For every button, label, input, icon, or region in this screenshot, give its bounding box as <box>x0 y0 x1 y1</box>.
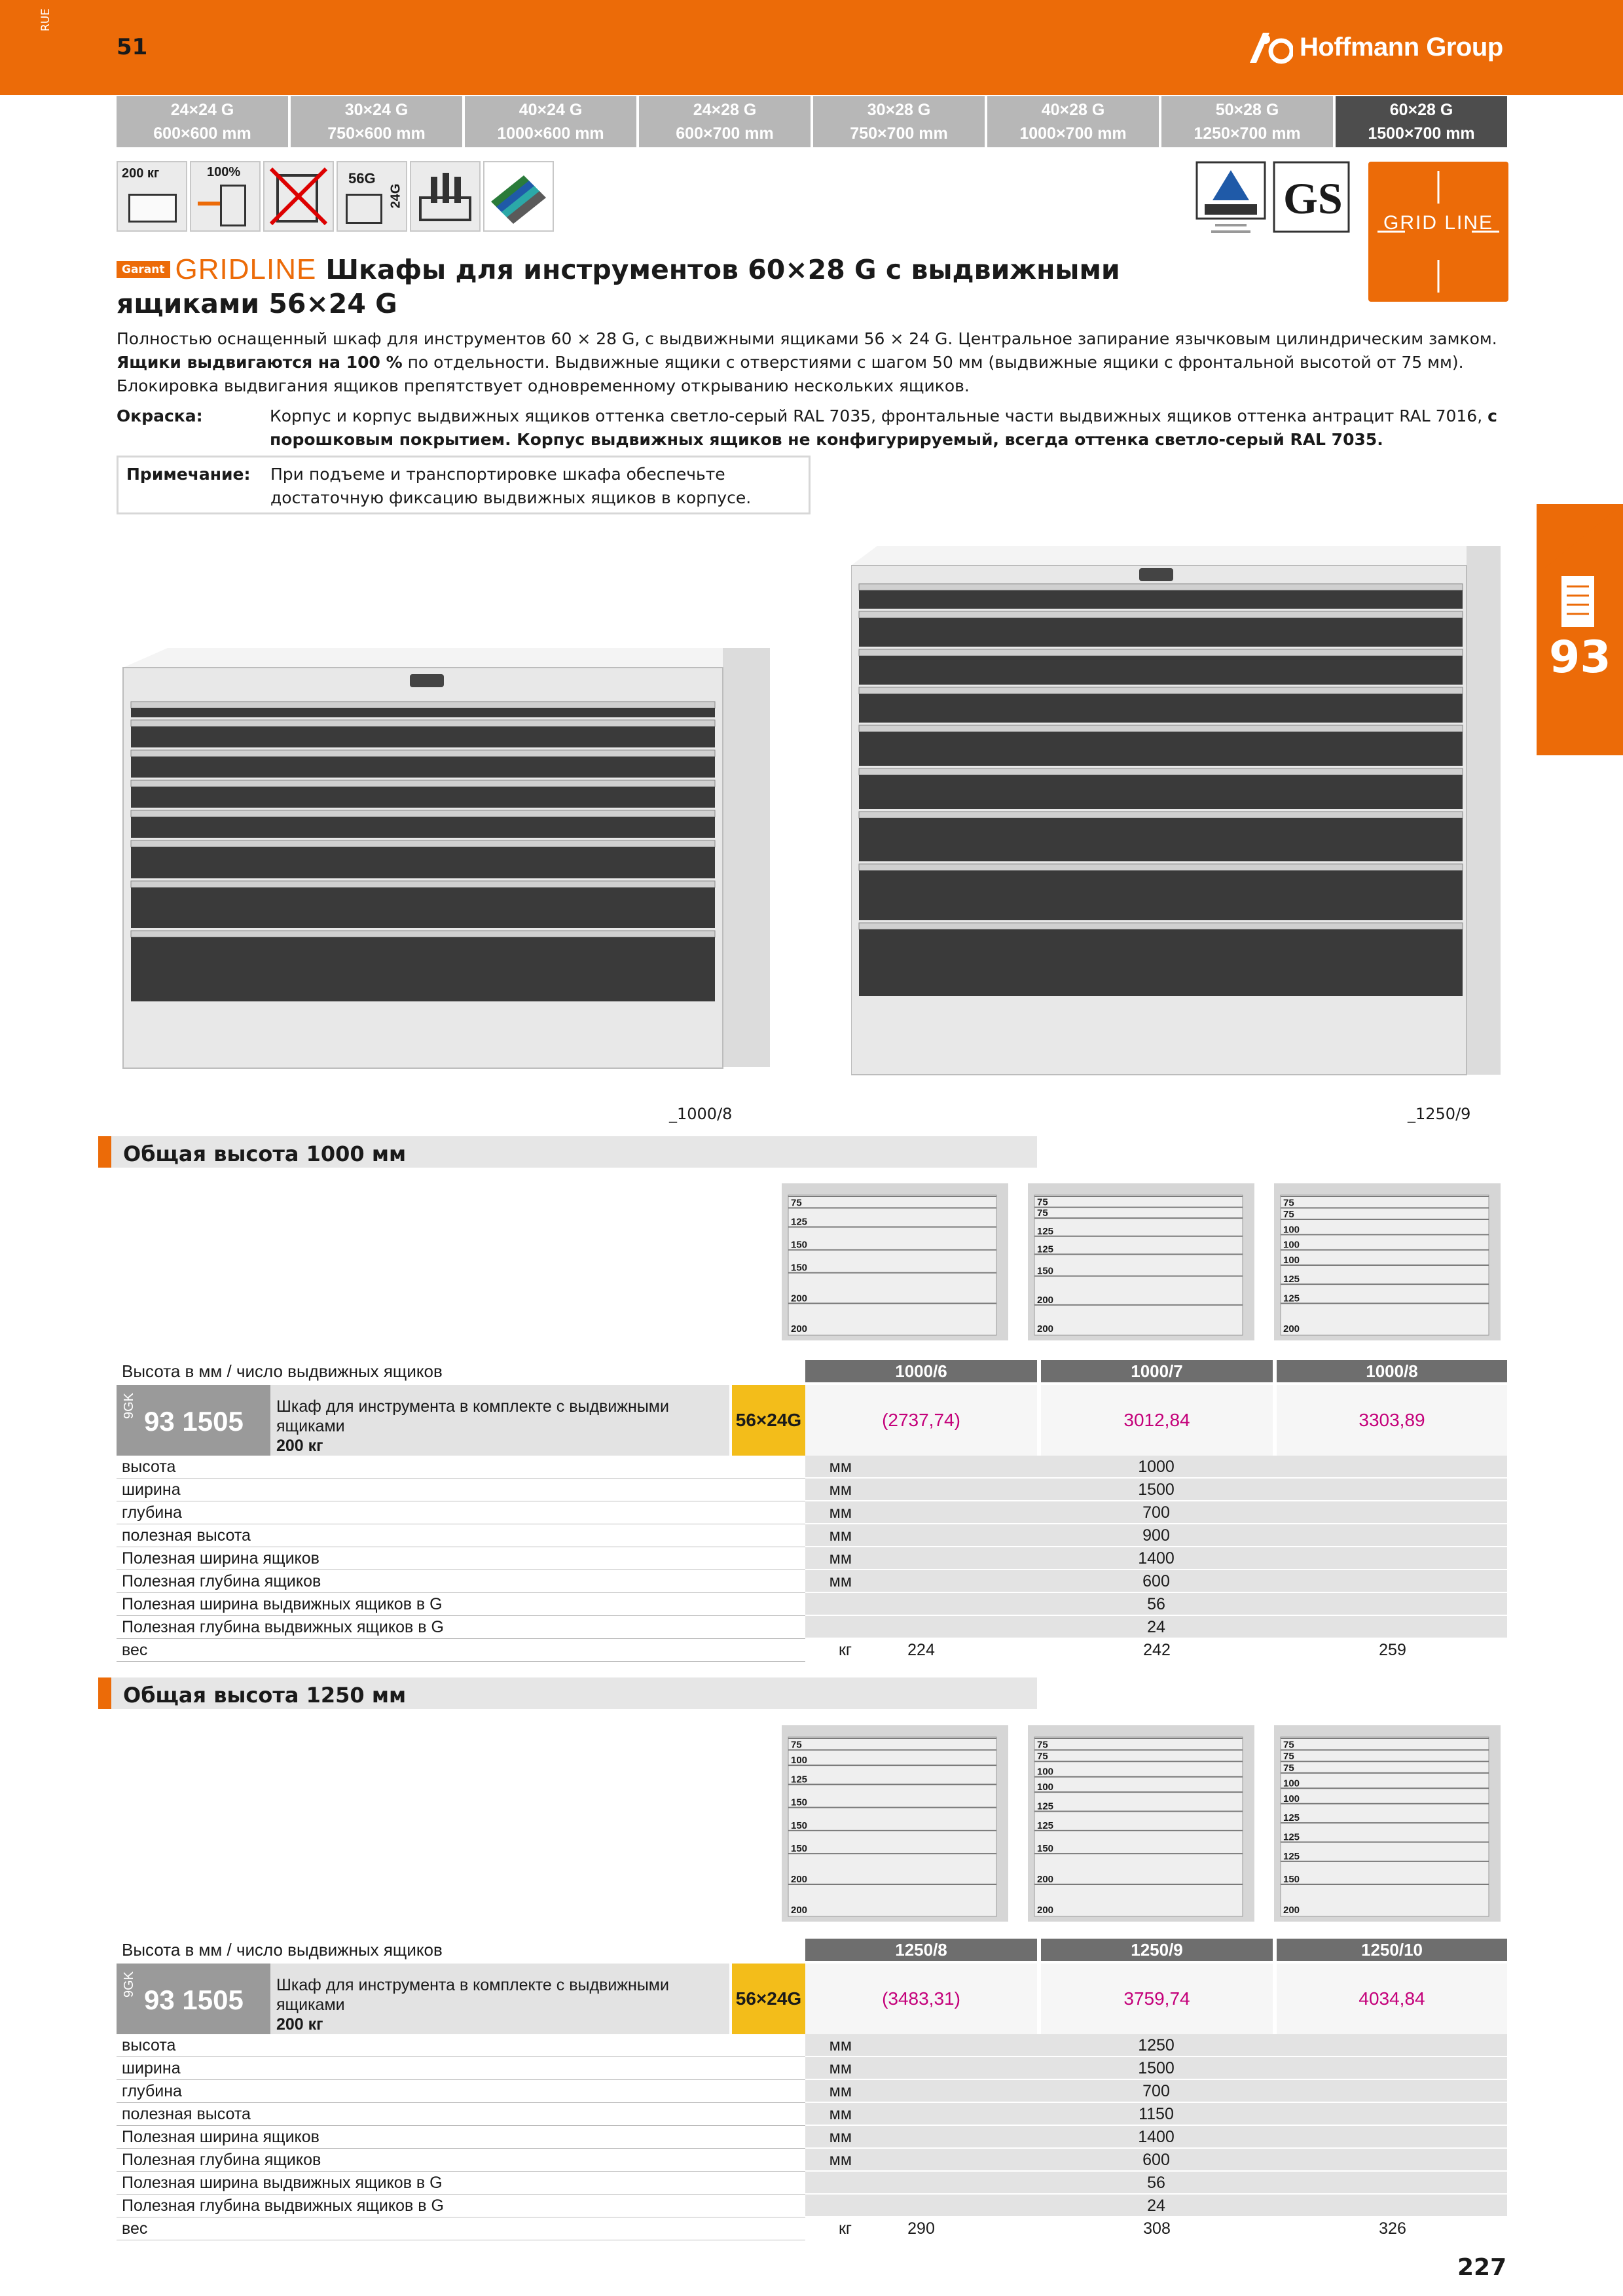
article-number: 93 1505 <box>144 1406 244 1437</box>
section1-diagram-1 <box>782 1183 1008 1340</box>
spec-row <box>117 2103 1507 2126</box>
spec-name: высота <box>122 2036 176 2054</box>
size-tab-1[interactable] <box>291 96 462 147</box>
size-tab-grid: 24×24 G <box>170 101 234 119</box>
spec-value: 1250 <box>1138 2036 1175 2054</box>
spec-value: 56 <box>1147 1595 1165 1613</box>
product-title <box>117 253 1269 321</box>
section2-price-3[interactable]: 4034,84 <box>1277 1964 1507 2034</box>
spec-name: глубина <box>122 2082 182 2100</box>
spec-value: 700 <box>1142 1503 1170 1522</box>
spec-name: Полезная глубина выдвижных ящиков в G <box>122 1618 444 1636</box>
size-tab-grid: 30×28 G <box>867 101 931 119</box>
drawer-height-label: 125 <box>1037 1244 1054 1255</box>
spec-row <box>117 2149 1507 2172</box>
size-tab-7[interactable] <box>1336 96 1507 147</box>
drawer-height-label: 100 <box>1037 1782 1054 1793</box>
spec-unit: мм <box>829 1480 852 1499</box>
drawer-height-label: 75 <box>1037 1739 1048 1751</box>
section1-col-2: 1000/7 <box>1041 1360 1273 1382</box>
section2-table-label: Высота в мм / число выдвижных ящиков <box>122 1940 443 1960</box>
spec-name: высота <box>122 1458 176 1476</box>
spec-name: вес <box>122 1641 148 1659</box>
section2-col-3: 1250/10 <box>1277 1939 1507 1961</box>
spec-unit: мм <box>829 2059 852 2077</box>
size-tab-grid: 40×24 G <box>519 101 583 119</box>
weight-value-1: 290 <box>907 2219 935 2238</box>
size-tab-grid: 30×24 G <box>344 101 409 119</box>
size-tab-4[interactable] <box>813 96 985 147</box>
drawer-height-label: 100 <box>1283 1224 1300 1236</box>
spec-unit: мм <box>829 2151 852 2169</box>
drawer-height-label: 75 <box>1283 1739 1294 1751</box>
drawer-height-label: 150 <box>791 1797 808 1808</box>
drawer-height-label: 125 <box>1037 1225 1054 1237</box>
gs-certification-icon <box>1273 161 1350 246</box>
spec-name: Полезная глубина выдвижных ящиков в G <box>122 2197 444 2215</box>
spec-value: 1500 <box>1138 2059 1175 2077</box>
drawer-height-label: 150 <box>1037 1265 1054 1277</box>
spec-name: полезная высота <box>122 2105 251 2123</box>
section2-diagram-1 <box>782 1725 1008 1922</box>
spec-value: 24 <box>1147 2197 1165 2215</box>
section2-diagram-3 <box>1274 1725 1501 1922</box>
spec-row <box>117 2126 1507 2149</box>
color-options-icon <box>483 161 554 232</box>
article-number: 93 1505 <box>144 1984 244 2015</box>
size-tab-grid: 50×28 G <box>1215 101 1279 119</box>
title-line-1: Шкафы для инструментов 60×28 G с выдвижными <box>325 254 1120 285</box>
section2-price-1[interactable]: (3483,31) <box>805 1964 1037 2034</box>
spec-value: 1000 <box>1138 1458 1175 1476</box>
spec-value: 1150 <box>1139 2105 1174 2123</box>
drawer-height-label: 200 <box>1037 1905 1054 1916</box>
size-tab-3[interactable] <box>639 96 811 147</box>
drawer-height-label: 200 <box>1283 1905 1300 1916</box>
hoffmann-logo-icon <box>1247 30 1293 64</box>
section2-diagram-2 <box>1028 1725 1254 1922</box>
size-tab-mm: 1250×700 mm <box>1194 124 1301 143</box>
section2-product[interactable]: 9GK 93 1505 Шкаф для инструмента в комплекте с выдвижными ящиками 200 кг <box>117 1964 729 2034</box>
svg-text:GS: GS <box>1283 173 1343 223</box>
weight-value-3: 326 <box>1379 2219 1406 2238</box>
cabinet-1250-9-image <box>851 546 1506 1077</box>
size-tab-mm: 1000×700 mm <box>1019 124 1127 143</box>
spec-row <box>117 1593 1507 1616</box>
section1-col-3: 1000/8 <box>1277 1360 1507 1382</box>
drawer-height-label: 75 <box>1037 1196 1048 1208</box>
size-tab-mm: 750×600 mm <box>327 124 426 143</box>
spec-row <box>117 2195 1507 2217</box>
spec-value: 900 <box>1142 1526 1170 1545</box>
section1-price-3[interactable]: 3303,89 <box>1277 1385 1507 1456</box>
size-tab-mm: 600×700 mm <box>676 124 774 143</box>
spec-row <box>117 2080 1507 2103</box>
drawer-height-label: 150 <box>791 1843 808 1855</box>
spec-name: Полезная ширина ящиков <box>122 1549 319 1568</box>
section2-col-2: 1250/9 <box>1041 1939 1273 1961</box>
size-tab-0[interactable] <box>117 96 288 147</box>
drawer-height-label: 200 <box>791 1874 808 1886</box>
drawer-height-label: 200 <box>1037 1323 1054 1335</box>
page-number-top: 51 <box>117 34 148 60</box>
spec-name: ширина <box>122 1480 181 1499</box>
drawer-height-label: 125 <box>1283 1850 1300 1862</box>
spec-unit: мм <box>829 1503 852 1522</box>
product-description: Полностью оснащенный шкаф для инструментов 60 × 28 G, с выдвижными ящиками 56 × 24 G. Центральное запирание язычковым цилиндрическим замком. Ящики выдвигаются на 100 % по отдельности. Выдвижные ящики с отверстиями с шагом 50 мм (выдвижные ящики с фронтальной высотой от 75 мм). Блокировка выдвигания ящиков препятствует одновременному открыванию нескольких ящиков. <box>117 329 1497 395</box>
spec-row <box>117 1524 1507 1547</box>
region-code: RUE <box>39 9 52 31</box>
chapter-number: 93 <box>1549 632 1611 683</box>
weight-value-2: 242 <box>1143 1641 1171 1659</box>
spec-value: 600 <box>1142 1572 1170 1590</box>
drawer-height-label: 200 <box>791 1323 808 1335</box>
spec-unit: мм <box>829 2036 852 2054</box>
size-tab-grid: 60×28 G <box>1389 101 1453 119</box>
section1-size-badge: 56×24G <box>732 1385 805 1456</box>
spec-unit: мм <box>829 2105 852 2123</box>
brand-name: Hoffmann Group <box>1300 32 1503 62</box>
section1-product[interactable]: 9GK 93 1505 Шкаф для инструмента в комплекте с выдвижными ящиками 200 кг <box>117 1385 729 1456</box>
drawer-height-label: 75 <box>1283 1197 1294 1209</box>
spec-value: 56 <box>1147 2174 1165 2192</box>
size-tab-mm: 750×700 mm <box>850 124 948 143</box>
drawer-height-label: 100 <box>1283 1778 1300 1789</box>
size-tab-grid: 24×28 G <box>693 101 757 119</box>
size-tab-mm: 1000×600 mm <box>497 124 604 143</box>
spec-name: Полезная глубина ящиков <box>122 2151 321 2169</box>
interlock-icon <box>263 161 334 232</box>
drawer-height-label: 125 <box>1283 1293 1300 1304</box>
section-1000-header: Общая высота 1000 мм <box>98 1136 1037 1168</box>
drawer-height-label: 125 <box>1283 1812 1300 1824</box>
note-box: Примечание: При подъеме и транспортировке шкафа обеспечьте достаточную фиксацию выдвижных ящиков в корпусе. <box>117 456 811 514</box>
drawer-height-label: 100 <box>1283 1793 1300 1804</box>
section1-diagram-2 <box>1028 1183 1254 1340</box>
section2-col-1: 1250/8 <box>805 1939 1037 1961</box>
spec-name: Полезная ширина ящиков <box>122 2128 319 2146</box>
spec-row <box>117 2034 1507 2057</box>
spec-unit: мм <box>829 2082 852 2100</box>
weight-row <box>117 2217 1507 2240</box>
cabinet-1000-8-caption: _1000/8 <box>669 1105 733 1123</box>
weight-value-2: 308 <box>1143 2219 1171 2238</box>
drawer-height-label: 75 <box>791 1197 802 1209</box>
hoffmann-logo[interactable] <box>1247 27 1503 67</box>
drawer-height-label: 150 <box>1283 1874 1300 1886</box>
spec-row <box>117 1479 1507 1501</box>
drawer-height-label: 125 <box>1037 1820 1054 1831</box>
drawer-height-label: 150 <box>791 1239 808 1251</box>
spec-value: 700 <box>1142 2082 1170 2100</box>
page-number-bottom: 227 <box>1457 2254 1507 2281</box>
section1-price-1[interactable]: (2737,74) <box>805 1385 1037 1456</box>
paint-info: Окраска: Корпус и корпус выдвижных ящиков оттенка светло-серый RAL 7035, фронтальные части выдвижных ящиков оттенка антрацит RAL 7016, с порошковым покрытием. Корпус выдвижных ящиков не конфигурируемый, всегда оттенка светло-серый RAL 7035. <box>117 406 1497 449</box>
drawer-height-label: 75 <box>791 1739 802 1751</box>
weight-row <box>117 1639 1507 1662</box>
spec-unit: мм <box>829 2128 852 2146</box>
drawer-height-label: 125 <box>1283 1831 1300 1843</box>
section-1250-header: Общая высота 1250 мм <box>98 1677 1037 1709</box>
spec-unit: мм <box>829 1549 852 1568</box>
drawer-height-label: 200 <box>1037 1874 1054 1886</box>
gridline-logo: GRIDLINE <box>175 253 317 285</box>
spec-row <box>117 1547 1507 1570</box>
spec-name: Полезная ширина выдвижных ящиков в G <box>122 1595 443 1613</box>
section1-diagram-3 <box>1274 1183 1501 1340</box>
spec-name: полезная высота <box>122 1526 251 1545</box>
size-tabs <box>117 96 1507 147</box>
drawer-height-label: 100 <box>791 1755 808 1767</box>
spec-unit: кг <box>838 1641 852 1659</box>
spec-value: 600 <box>1142 2151 1170 2169</box>
cabinet-1000-8-image <box>115 648 783 1080</box>
section1-col-1: 1000/6 <box>805 1360 1037 1382</box>
spec-unit: мм <box>829 1526 852 1545</box>
spec-name: Полезная глубина ящиков <box>122 1572 321 1590</box>
section1-price-2[interactable]: 3012,84 <box>1041 1385 1273 1456</box>
drawer-height-label: 150 <box>1037 1843 1054 1855</box>
drawer-height-label: 75 <box>1283 1762 1294 1774</box>
spec-name: глубина <box>122 1503 182 1522</box>
drawer-height-label: 200 <box>1037 1294 1054 1306</box>
drawer-height-label: 200 <box>791 1905 808 1916</box>
section2-size-badge: 56×24G <box>732 1964 805 2034</box>
weight-value-1: 224 <box>907 1641 935 1659</box>
drawer-height-label: 125 <box>791 1774 808 1785</box>
drawer-height-label: 100 <box>1283 1255 1300 1266</box>
drawer-height-label: 100 <box>1283 1239 1300 1251</box>
garant-logo: Garant <box>117 261 170 278</box>
drawer-height-label: 75 <box>1283 1209 1294 1220</box>
drawer-height-label: 125 <box>1283 1274 1300 1285</box>
drawer-height-label: 125 <box>791 1216 808 1228</box>
spec-row <box>117 2057 1507 2080</box>
spec-row <box>117 2172 1507 2195</box>
spec-row <box>117 1570 1507 1593</box>
spec-row <box>117 1456 1507 1479</box>
spec-value: 1500 <box>1138 1480 1175 1499</box>
size-tab-grid: 40×28 G <box>1041 101 1105 119</box>
spec-name: вес <box>122 2219 148 2238</box>
spec-value: 24 <box>1147 1618 1165 1636</box>
chapter-tab[interactable] <box>1537 504 1623 755</box>
spec-name: ширина <box>122 2059 181 2077</box>
size-tab-6[interactable] <box>1161 96 1333 147</box>
dividers-icon <box>410 161 481 232</box>
size-tab-2[interactable] <box>465 96 636 147</box>
drawer-height-label: 75 <box>1037 1751 1048 1763</box>
spec-unit: мм <box>829 1572 852 1590</box>
load-capacity-icon: 200 кг <box>117 161 187 232</box>
drawer-height-label: 125 <box>1037 1801 1054 1812</box>
drawer-height-label: 200 <box>791 1293 808 1304</box>
spec-value: 1400 <box>1138 2128 1175 2146</box>
spec-row <box>117 1501 1507 1524</box>
size-tab-mm: 1500×700 mm <box>1368 124 1475 143</box>
drawer-height-label: 100 <box>1037 1766 1054 1778</box>
cabinet-1250-9-caption: _1250/9 <box>1408 1105 1471 1123</box>
spec-row <box>117 1616 1507 1639</box>
spec-name: Полезная ширина выдвижных ящиков в G <box>122 2174 443 2192</box>
drawer-height-label: 150 <box>791 1262 808 1274</box>
drawer-height-label: 75 <box>1283 1751 1294 1763</box>
spec-unit: мм <box>829 1458 852 1476</box>
title-line-2: ящиками 56×24 G <box>117 288 397 319</box>
drawer-height-label: 150 <box>791 1820 808 1831</box>
section1-table-label: Высота в мм / число выдвижных ящиков <box>122 1361 443 1381</box>
section2-price-2[interactable]: 3759,74 <box>1041 1964 1273 2034</box>
drawer-height-label: 75 <box>1037 1208 1048 1219</box>
tuv-certification-icon <box>1195 161 1266 246</box>
drawer-height-label: 200 <box>1283 1323 1300 1335</box>
spec-value: 1400 <box>1138 1549 1175 1568</box>
grid-dimension-icon: 56G 24G <box>337 161 407 232</box>
gridline-badge: GRID LINE <box>1368 162 1508 302</box>
size-tab-mm: 600×600 mm <box>153 124 251 143</box>
weight-value-3: 259 <box>1379 1641 1406 1659</box>
spec-unit: кг <box>838 2219 852 2238</box>
full-extension-icon: 100% <box>190 161 261 232</box>
size-tab-5[interactable] <box>987 96 1159 147</box>
